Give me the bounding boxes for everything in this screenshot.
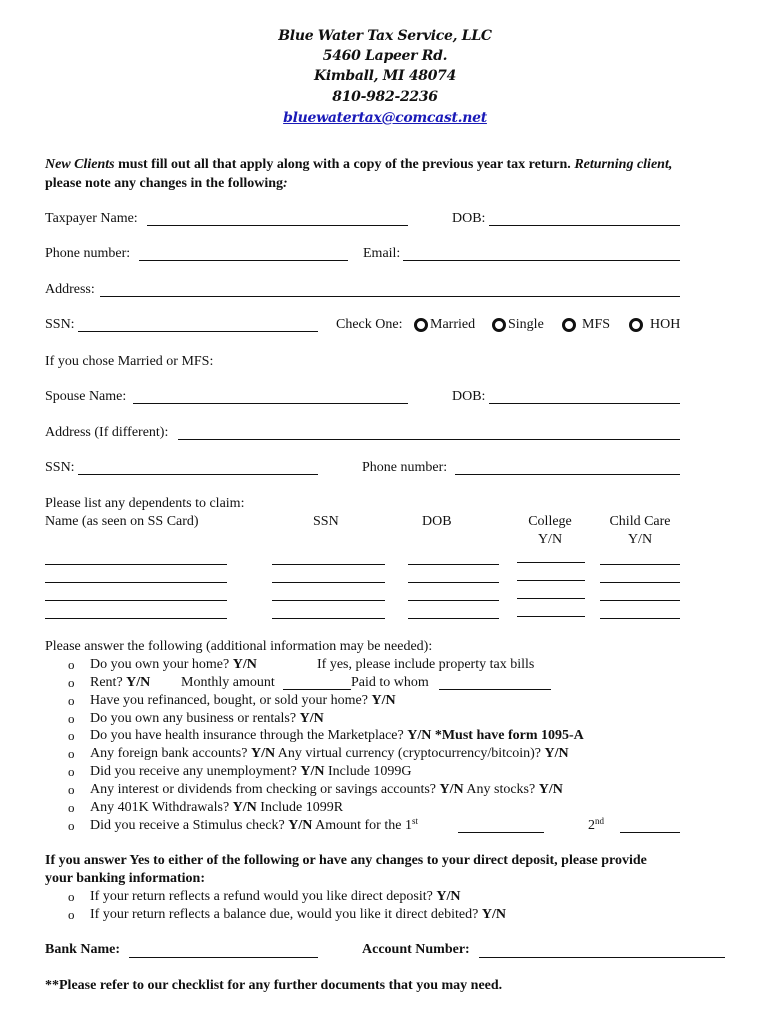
dependent-3-college-field[interactable] xyxy=(517,598,585,599)
taxpayer-dob-field[interactable] xyxy=(489,225,680,226)
question-refinanced xyxy=(90,693,396,709)
dependent-1-name-field[interactable] xyxy=(45,564,227,565)
question-text: Do you own your home? xyxy=(90,657,233,672)
question-text: Do you own any business or rentals? xyxy=(90,711,300,726)
taxpayer-phone-field[interactable] xyxy=(139,260,348,261)
yn-answer[interactable]: Y/N xyxy=(436,889,461,904)
stimulus-second-label xyxy=(588,818,604,834)
question-unemployment xyxy=(90,764,412,780)
taxpayer-ssn-label: SSN: xyxy=(45,317,75,332)
company-street: 5460 Lapeer Rd. xyxy=(322,48,448,64)
bullet: o xyxy=(68,657,75,672)
yn-answer[interactable]: Y/N xyxy=(299,711,324,726)
stimulus-second-sup: nd xyxy=(595,816,604,826)
radio-single[interactable] xyxy=(492,318,506,332)
bank-name-label: Bank Name: xyxy=(45,942,121,957)
bullet: o xyxy=(68,800,75,815)
taxpayer-address-label: Address: xyxy=(45,282,95,297)
intro-line-2 xyxy=(45,176,288,192)
question-own-home-note: If yes, please include property tax bills xyxy=(317,657,535,672)
bullet: o xyxy=(68,764,75,779)
question-text: Did you receive any unemployment? xyxy=(90,764,301,779)
question-text: Have you refinanced, bought, or sold your home? xyxy=(90,693,372,708)
yn-answer[interactable]: Y/N xyxy=(288,818,313,833)
banking-direct-deposit-question xyxy=(90,889,461,905)
dependents-header-childcare: Child Care xyxy=(609,514,671,529)
new-clients-label: New Clients xyxy=(45,157,115,172)
yn-answer[interactable]: Y/N xyxy=(250,746,276,761)
stimulus-first-field[interactable] xyxy=(458,832,544,833)
yn-answer[interactable]: Y/N xyxy=(300,764,325,779)
intro-text-2: please note any changes in the following xyxy=(45,176,284,191)
spouse-name-label: Spouse Name: xyxy=(45,389,127,404)
dependents-header-college-yn: Y/N xyxy=(537,532,563,547)
rent-paid-label: Paid to whom xyxy=(351,675,429,690)
yn-answer[interactable]: Y/N xyxy=(439,782,464,797)
dependent-4-dob-field[interactable] xyxy=(408,618,499,619)
question-extra: Any virtual currency (cryptocurrency/bitcoin)? xyxy=(275,746,545,761)
rent-monthly-field[interactable] xyxy=(283,689,351,690)
option-mfs-label: MFS xyxy=(582,317,611,332)
taxpayer-ssn-field[interactable] xyxy=(78,331,318,332)
bullet: o xyxy=(68,746,75,761)
spouse-address-field[interactable] xyxy=(178,439,680,440)
dependents-header-ssn: SSN xyxy=(313,514,339,529)
yn-answer[interactable]: Y/N xyxy=(538,782,563,797)
radio-married[interactable] xyxy=(414,318,428,332)
question-stimulus xyxy=(90,818,418,834)
dependent-3-childcare-field[interactable] xyxy=(600,600,680,601)
taxpayer-address-field[interactable] xyxy=(100,296,680,297)
bullet: o xyxy=(68,711,75,726)
option-single-label: Single xyxy=(508,317,544,332)
bank-name-field[interactable] xyxy=(129,957,318,958)
yn-answer[interactable]: Y/N xyxy=(481,907,506,922)
dependent-1-college-field[interactable] xyxy=(517,562,585,563)
dependent-3-ssn-field[interactable] xyxy=(272,600,385,601)
question-extra: Any stocks? xyxy=(463,782,539,797)
intro-colon: : xyxy=(283,176,288,191)
bullet: o xyxy=(68,907,75,922)
rent-paid-field[interactable] xyxy=(439,689,551,690)
bullet: o xyxy=(68,782,75,797)
dependents-header-college: College xyxy=(528,514,572,529)
question-text: Do you have health insurance through the Marketplace? xyxy=(90,728,408,743)
dependent-4-childcare-field[interactable] xyxy=(600,618,680,619)
footer-note: **Please refer to our checklist for any further documents that you may need. xyxy=(45,978,503,993)
dependent-4-college-field[interactable] xyxy=(517,616,585,617)
yn-answer[interactable]: Y/N xyxy=(232,657,257,672)
spouse-dob-label: DOB: xyxy=(452,389,486,404)
stimulus-second-field[interactable] xyxy=(620,832,680,833)
spouse-dob-field[interactable] xyxy=(489,403,680,404)
question-note: *Must have form 1095-A xyxy=(431,728,584,743)
question-text: Any foreign bank accounts? xyxy=(90,746,251,761)
bullet: o xyxy=(68,818,75,833)
question-extra: Include 1099R xyxy=(256,800,344,815)
account-number-field[interactable] xyxy=(479,957,725,958)
stimulus-amount-label: Amount for the 1 xyxy=(312,818,412,833)
banking-intro-1: If you answer Yes to either of the following or have any changes to your direct deposit, please provide xyxy=(45,853,647,868)
taxpayer-name-label: Taxpayer Name: xyxy=(45,211,138,226)
stimulus-first-sup: st xyxy=(411,816,418,826)
yn-answer[interactable]: Y/N xyxy=(544,746,569,761)
option-married-label: Married xyxy=(430,317,476,332)
bullet: o xyxy=(68,889,75,904)
bullet: o xyxy=(68,675,75,690)
taxpayer-dob-label: DOB: xyxy=(452,211,486,226)
spouse-intro: If you chose Married or MFS: xyxy=(45,354,214,369)
stimulus-second-number: 2 xyxy=(588,818,595,833)
spouse-ssn-label: SSN: xyxy=(45,460,75,475)
dependent-2-name-field[interactable] xyxy=(45,582,227,583)
dependent-1-dob-field[interactable] xyxy=(408,564,499,565)
dependents-header-dob: DOB xyxy=(422,514,452,529)
dependent-2-dob-field[interactable] xyxy=(408,582,499,583)
spouse-ssn-field[interactable] xyxy=(78,474,318,475)
banking-intro-2: your banking information: xyxy=(45,871,205,886)
question-text: If your return reflects a balance due, would you like it direct debited? xyxy=(90,907,482,922)
bullet: o xyxy=(68,728,75,743)
dependent-2-college-field[interactable] xyxy=(517,580,585,581)
account-number-label: Account Number: xyxy=(362,942,470,957)
company-city: Kimball, MI 48074 xyxy=(313,68,457,84)
intro-text-1: must fill out all that apply along with a copy of the previous year tax return. xyxy=(114,157,575,172)
yn-answer[interactable]: Y/N xyxy=(407,728,432,743)
taxpayer-email-field[interactable] xyxy=(403,260,680,261)
taxpayer-phone-label: Phone number: xyxy=(45,246,131,261)
question-marketplace xyxy=(90,728,584,744)
radio-hoh[interactable] xyxy=(629,318,643,332)
spouse-address-label: Address (If different): xyxy=(45,425,169,440)
dependent-1-childcare-field[interactable] xyxy=(600,564,680,565)
rent-monthly-label: Monthly amount xyxy=(181,675,275,690)
returning-client-label: Returning client, xyxy=(574,157,673,172)
question-extra: Include 1099G xyxy=(324,764,412,779)
taxpayer-email-label: Email: xyxy=(363,246,401,261)
question-interest-dividends xyxy=(90,782,563,798)
check-one-label: Check One: xyxy=(336,317,403,332)
dependents-header-childcare-yn: Y/N xyxy=(627,532,653,547)
intro-line-1 xyxy=(45,157,672,173)
dependent-3-dob-field[interactable] xyxy=(408,600,499,601)
dependents-intro: Please list any dependents to claim: xyxy=(45,496,245,511)
question-text: If your return reflects a refund would you like direct deposit? xyxy=(90,889,437,904)
question-401k xyxy=(90,800,343,816)
dependents-header-name: Name (as seen on SS Card) xyxy=(45,514,199,529)
dependent-1-ssn-field[interactable] xyxy=(272,564,385,565)
radio-mfs[interactable] xyxy=(562,318,576,332)
dependent-3-name-field[interactable] xyxy=(45,600,227,601)
yn-answer[interactable]: Y/N xyxy=(232,800,257,815)
yn-answer[interactable]: Y/N xyxy=(371,693,396,708)
dependent-4-ssn-field[interactable] xyxy=(272,618,385,619)
option-hoh-label: HOH xyxy=(650,317,681,332)
spouse-name-field[interactable] xyxy=(133,403,408,404)
spouse-phone-label: Phone number: xyxy=(362,460,448,475)
question-rent xyxy=(90,675,150,691)
question-text: Rent? xyxy=(90,675,127,690)
bullet: o xyxy=(68,693,75,708)
question-text: Any 401K Withdrawals? xyxy=(90,800,233,815)
company-name: Blue Water Tax Service, LLC xyxy=(278,28,492,44)
spouse-phone-field[interactable] xyxy=(455,474,680,475)
banking-direct-debit-question xyxy=(90,907,506,923)
company-phone: 810-982-2236 xyxy=(332,89,438,105)
dependent-4-name-field[interactable] xyxy=(45,618,227,619)
dependent-2-childcare-field[interactable] xyxy=(600,582,680,583)
question-business xyxy=(90,711,324,727)
taxpayer-name-field[interactable] xyxy=(147,225,408,226)
questions-intro: Please answer the following (additional information may be needed): xyxy=(45,639,433,654)
company-email-link[interactable]: bluewatertax@comcast.net xyxy=(283,110,487,126)
question-text: Did you receive a Stimulus check? xyxy=(90,818,289,833)
yn-answer[interactable]: Y/N xyxy=(126,675,151,690)
question-text: Any interest or dividends from checking or savings accounts? xyxy=(90,782,440,797)
question-own-home xyxy=(90,657,257,673)
question-foreign-bank xyxy=(90,746,569,762)
dependent-2-ssn-field[interactable] xyxy=(272,582,385,583)
